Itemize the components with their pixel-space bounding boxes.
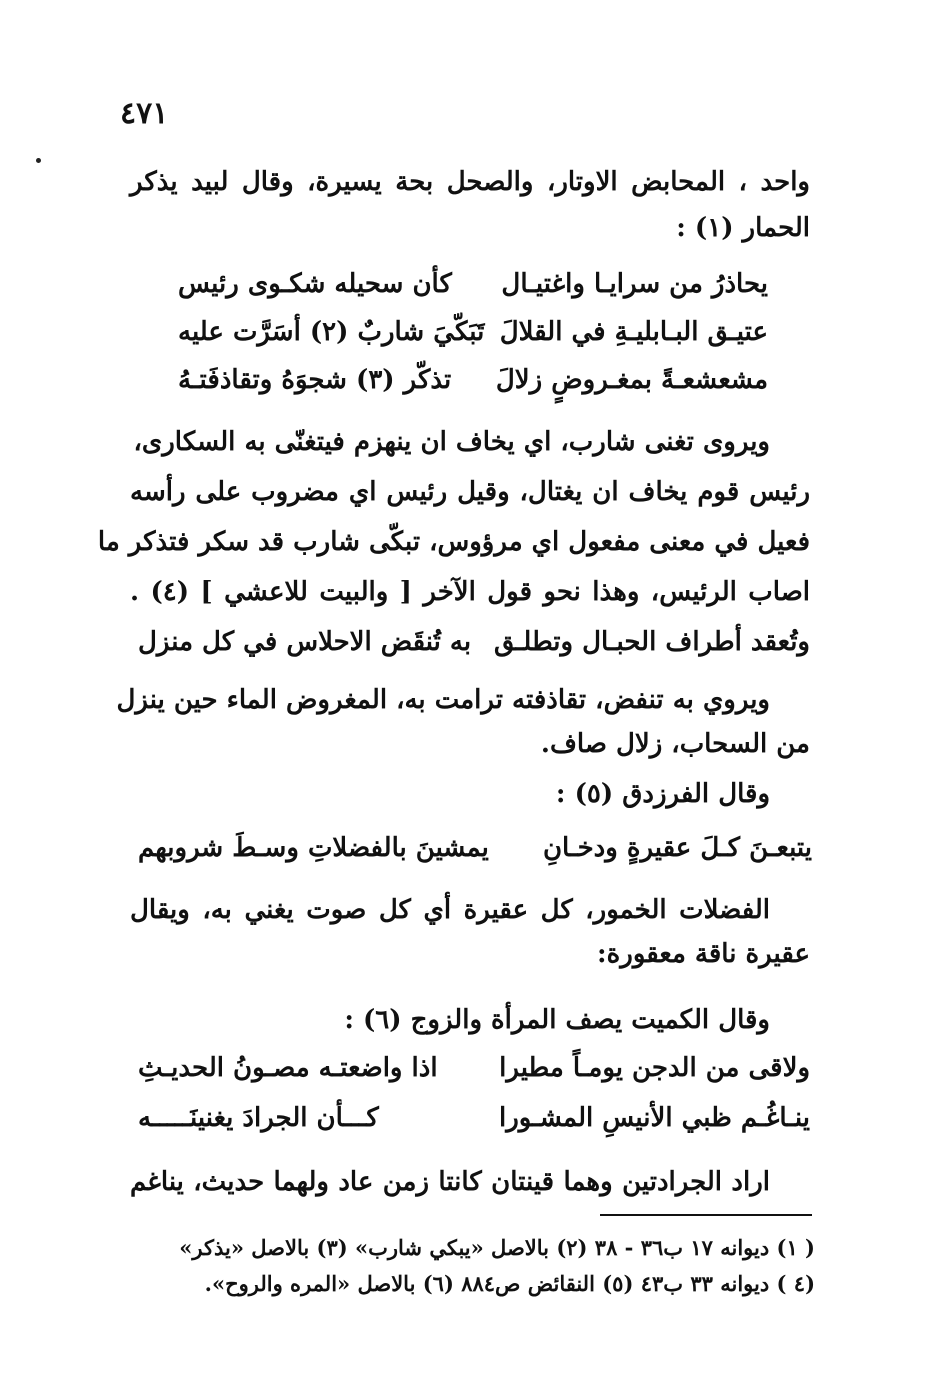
verse-hemistich: كـــأن الجرادَ يغنينَـــــه bbox=[138, 1103, 379, 1133]
footnote: ( ١) ديوانه ١٧ ب٣٦ - ٣٨ (٢) بالاصل «يبكي شارب» (٣) بالاصل «يذكر» bbox=[179, 1235, 815, 1260]
verse-line bbox=[138, 1098, 810, 1138]
text-line: اراد الجرادتين وهما قينتان كانتا زمن عاد ولهما حديث، يناغم bbox=[130, 1167, 770, 1197]
verse-line bbox=[178, 312, 768, 352]
verse-line bbox=[178, 360, 768, 400]
verse-line bbox=[138, 622, 810, 662]
verse-hemistich: به تُنقَض الاحلاس في كل منزل bbox=[138, 627, 472, 657]
page-number: ٤٧١ bbox=[120, 96, 169, 131]
text-line: فعيل في معنى مفعول اي مرؤوس، تبكّى شارب قد سكر فتذكر ما bbox=[97, 527, 810, 557]
text-line: اصاب الرئيس، وهذا نحو قول الآخر [ والبيت للاعشي ] (٤) . bbox=[130, 577, 811, 607]
verse-hemistich: تَبَكّيَ شاربٌ (٢) أسَرَّت عليه bbox=[178, 317, 485, 347]
margin-dot bbox=[36, 158, 41, 163]
text-line: وقال الفرزدق (٥) : bbox=[555, 779, 770, 809]
verse-hemistich: يتبعـنَ كـلَ عقيرةٍ ودخـانِ bbox=[542, 833, 812, 863]
verse-hemistich: اذا واضعتـه مصـونُ الحديـثِ bbox=[138, 1053, 438, 1083]
verse-hemistich: ينـاغُـم ظبي الأنيسِ المشـورا bbox=[499, 1103, 810, 1133]
verse-line bbox=[138, 1048, 810, 1088]
verse-hemistich: مشعشعـةً بمغـروضٍ زلالَ bbox=[495, 365, 768, 395]
text-line: ويروى تغنى شارب، اي يخاف ان ينهزم فيتغنّى به السكارى، bbox=[133, 427, 770, 457]
verse-hemistich: يحاذرُ من سرايـا واغتيـال bbox=[501, 269, 768, 299]
text-line: وقال الكميت يصف المرأة والزوج (٦) : bbox=[344, 1005, 770, 1035]
text-line: واحد ، المحابض الاوتار، والصحل بحة يسيرة، وقال لبيد يذكر bbox=[130, 167, 810, 197]
text-line: الفضلات الخمور، كل عقيرة أي كل صوت يغني به، ويقال bbox=[130, 895, 770, 925]
text-line: رئيس قوم يخاف ان يغتال، وقيل رئيس اي مضروب على رأسه bbox=[130, 477, 810, 507]
text-line: الحمار (١) : bbox=[676, 213, 810, 243]
text-line: من السحاب، زلال صاف. bbox=[540, 729, 810, 759]
text-line: عقيرة ناقة معقورة: bbox=[597, 939, 810, 969]
verse-hemistich: ولاقى من الدجن يومـاً مطيرا bbox=[499, 1053, 810, 1083]
verse-hemistich: يمشينَ بالفضلاتِ وسـطَ شروبهم bbox=[138, 833, 489, 863]
verse-line bbox=[178, 264, 768, 304]
footnote: (٤ ) ديوانه ٣٣ ب٤٣ (٥) النقائض ص٨٨٤ (٦) بالاصل «المره والروح». bbox=[204, 1271, 815, 1296]
verse-hemistich: كأن سحيله شكـوى رئيس bbox=[178, 269, 452, 299]
verse-line bbox=[138, 828, 812, 868]
verse-hemistich: وتُعقد أطراف الحبـال وتطلـق bbox=[494, 627, 810, 657]
footnote-separator bbox=[600, 1214, 812, 1216]
verse-hemistich: عتيـق البـابليـةِ في القلالَ bbox=[499, 317, 768, 347]
text-line: ويروي به تنفض، تقاذفته ترامت به، المغروض الماء حين ينزل bbox=[116, 685, 770, 715]
verse-hemistich: تذكّر (٣) شجوَهُ وتقاذفَتـهُ bbox=[178, 365, 452, 395]
